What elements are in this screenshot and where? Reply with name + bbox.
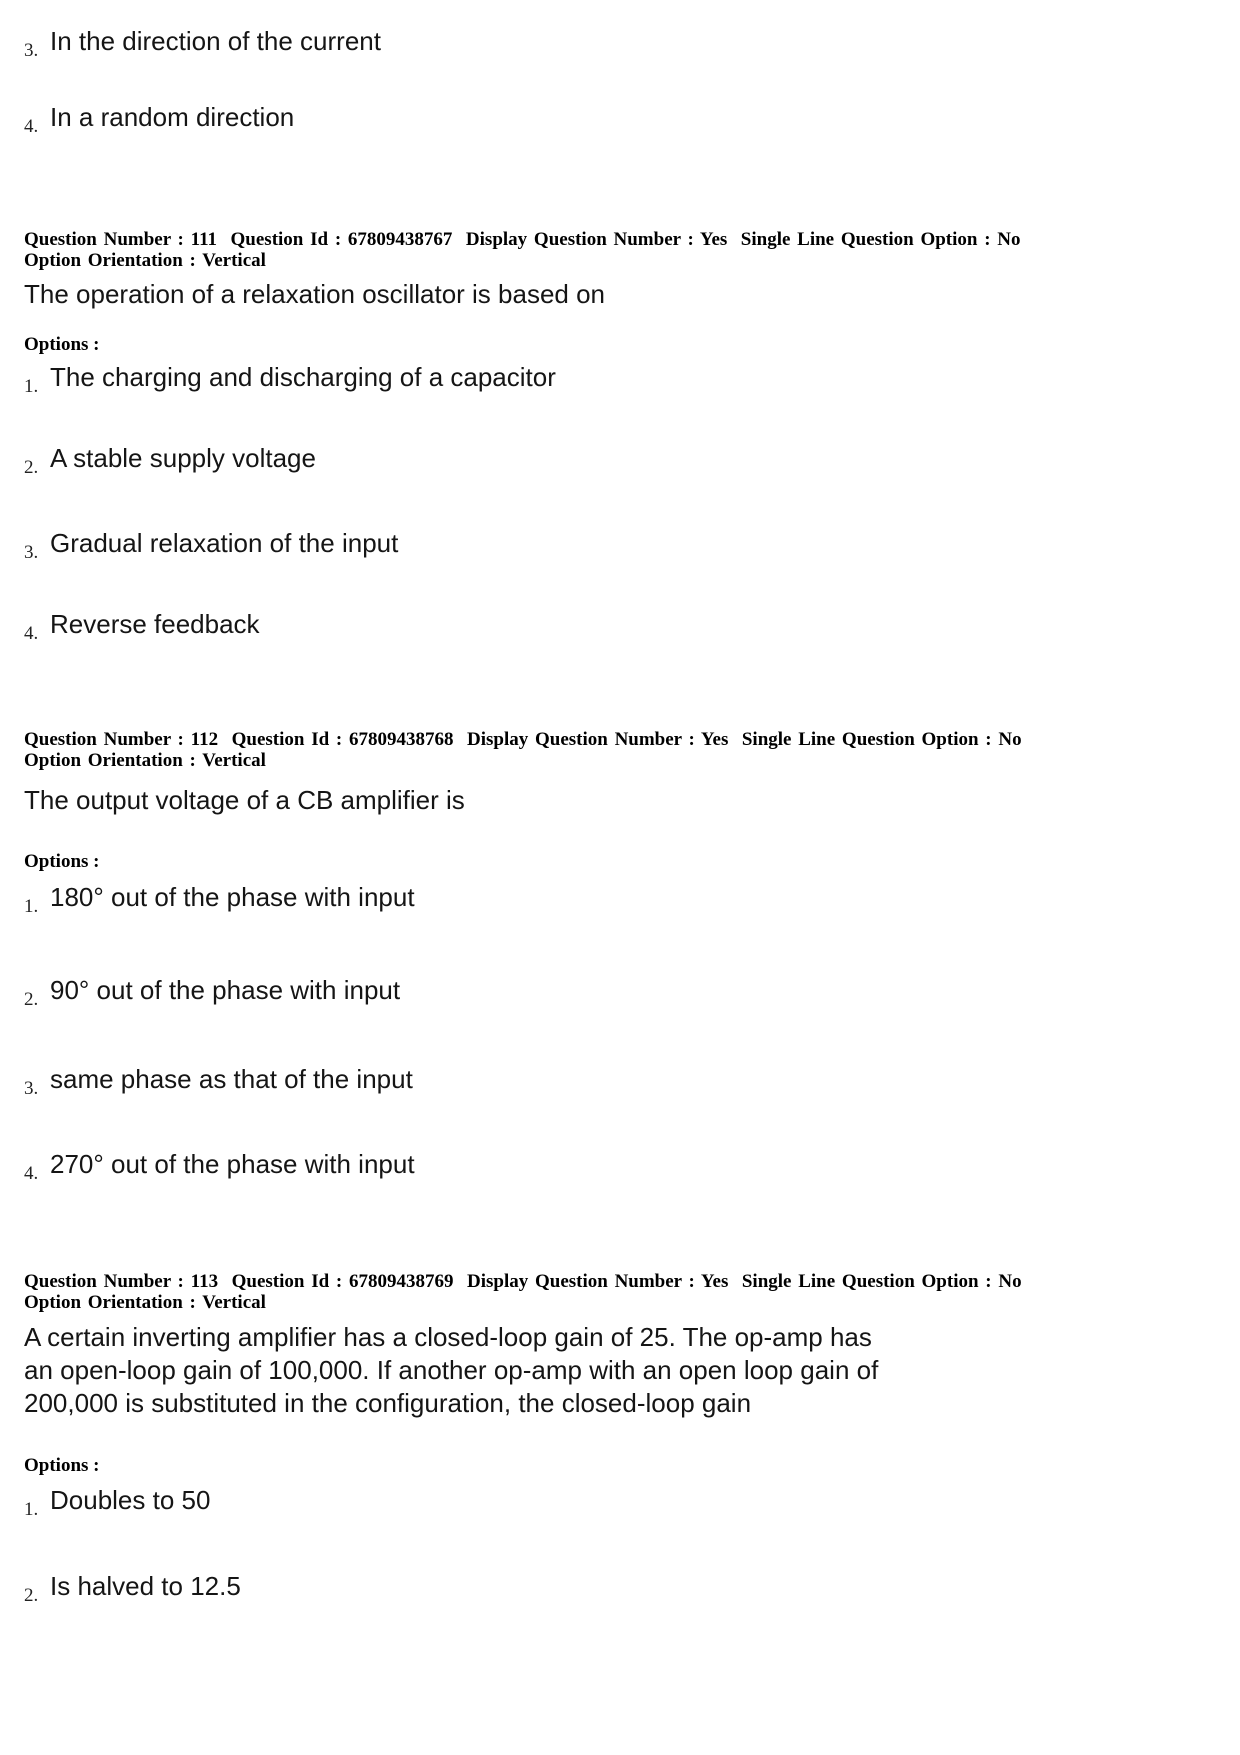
question-id: Question Id : 67809438769: [231, 1271, 454, 1292]
option-text: Reverse feedback: [50, 609, 260, 639]
option-number: 1.: [24, 376, 39, 397]
single-line-question-option: Single Line Question Option : No: [741, 1271, 1022, 1292]
option-number: 4.: [24, 1163, 39, 1184]
option-number: 2.: [24, 989, 39, 1010]
option-number: 4.: [24, 116, 39, 137]
option-number: 3.: [24, 40, 39, 61]
option-text: same phase as that of the input: [50, 1064, 413, 1094]
option-number: 3.: [24, 542, 39, 563]
display-question-number: Display Question Number : Yes: [465, 229, 728, 250]
option-text: In the direction of the current: [50, 26, 381, 56]
question-meta: [24, 729, 1214, 771]
option-text: 270° out of the phase with input: [50, 1149, 415, 1179]
options-label: Options :: [24, 851, 100, 872]
single-line-question-option: Single Line Question Option : No: [740, 229, 1021, 250]
option-number: 1.: [24, 896, 39, 917]
option-number: 1.: [24, 1499, 39, 1520]
question-number: Question Number : 113: [24, 1271, 219, 1292]
option-text: Gradual relaxation of the input: [50, 528, 399, 558]
option-text: Doubles to 50: [50, 1485, 211, 1515]
option-text: 90° out of the phase with input: [50, 975, 401, 1005]
option-orientation: Option Orientation : Vertical: [24, 750, 266, 771]
question-text: A certain inverting amplifier has a closed-loop gain of 25. The op-amp has an open-loop gain of 100,000. If another op-amp with an open loop gain of 200,000 is substituted in the configuration, the closed-loop gain: [24, 1322, 879, 1418]
options-label: Options :: [24, 334, 100, 355]
question-text: The operation of a relaxation oscillator is based on: [24, 279, 606, 309]
question-id: Question Id : 67809438768: [231, 729, 454, 750]
question-number: Question Number : 111: [24, 229, 218, 250]
option-text: 180° out of the phase with input: [50, 882, 415, 912]
option-orientation: Option Orientation : Vertical: [24, 250, 266, 271]
option-text: A stable supply voltage: [50, 443, 316, 473]
option-number: 2.: [24, 457, 39, 478]
display-question-number: Display Question Number : Yes: [466, 1271, 729, 1292]
option-text: The charging and discharging of a capacitor: [50, 362, 556, 392]
option-number: 2.: [24, 1585, 39, 1606]
option-text: Is halved to 12.5: [50, 1571, 241, 1601]
options-label: Options :: [24, 1455, 100, 1476]
option-number: 4.: [24, 623, 39, 644]
question-id: Question Id : 67809438767: [230, 229, 453, 250]
question-text: The output voltage of a CB amplifier is: [24, 785, 465, 815]
question-meta: [24, 229, 1214, 271]
option-text: In a random direction: [50, 102, 295, 132]
option-orientation: Option Orientation : Vertical: [24, 1292, 266, 1313]
question-meta: [24, 1271, 1214, 1313]
question-number: Question Number : 112: [24, 729, 219, 750]
option-number: 3.: [24, 1078, 39, 1099]
single-line-question-option: Single Line Question Option : No: [741, 729, 1022, 750]
display-question-number: Display Question Number : Yes: [466, 729, 729, 750]
